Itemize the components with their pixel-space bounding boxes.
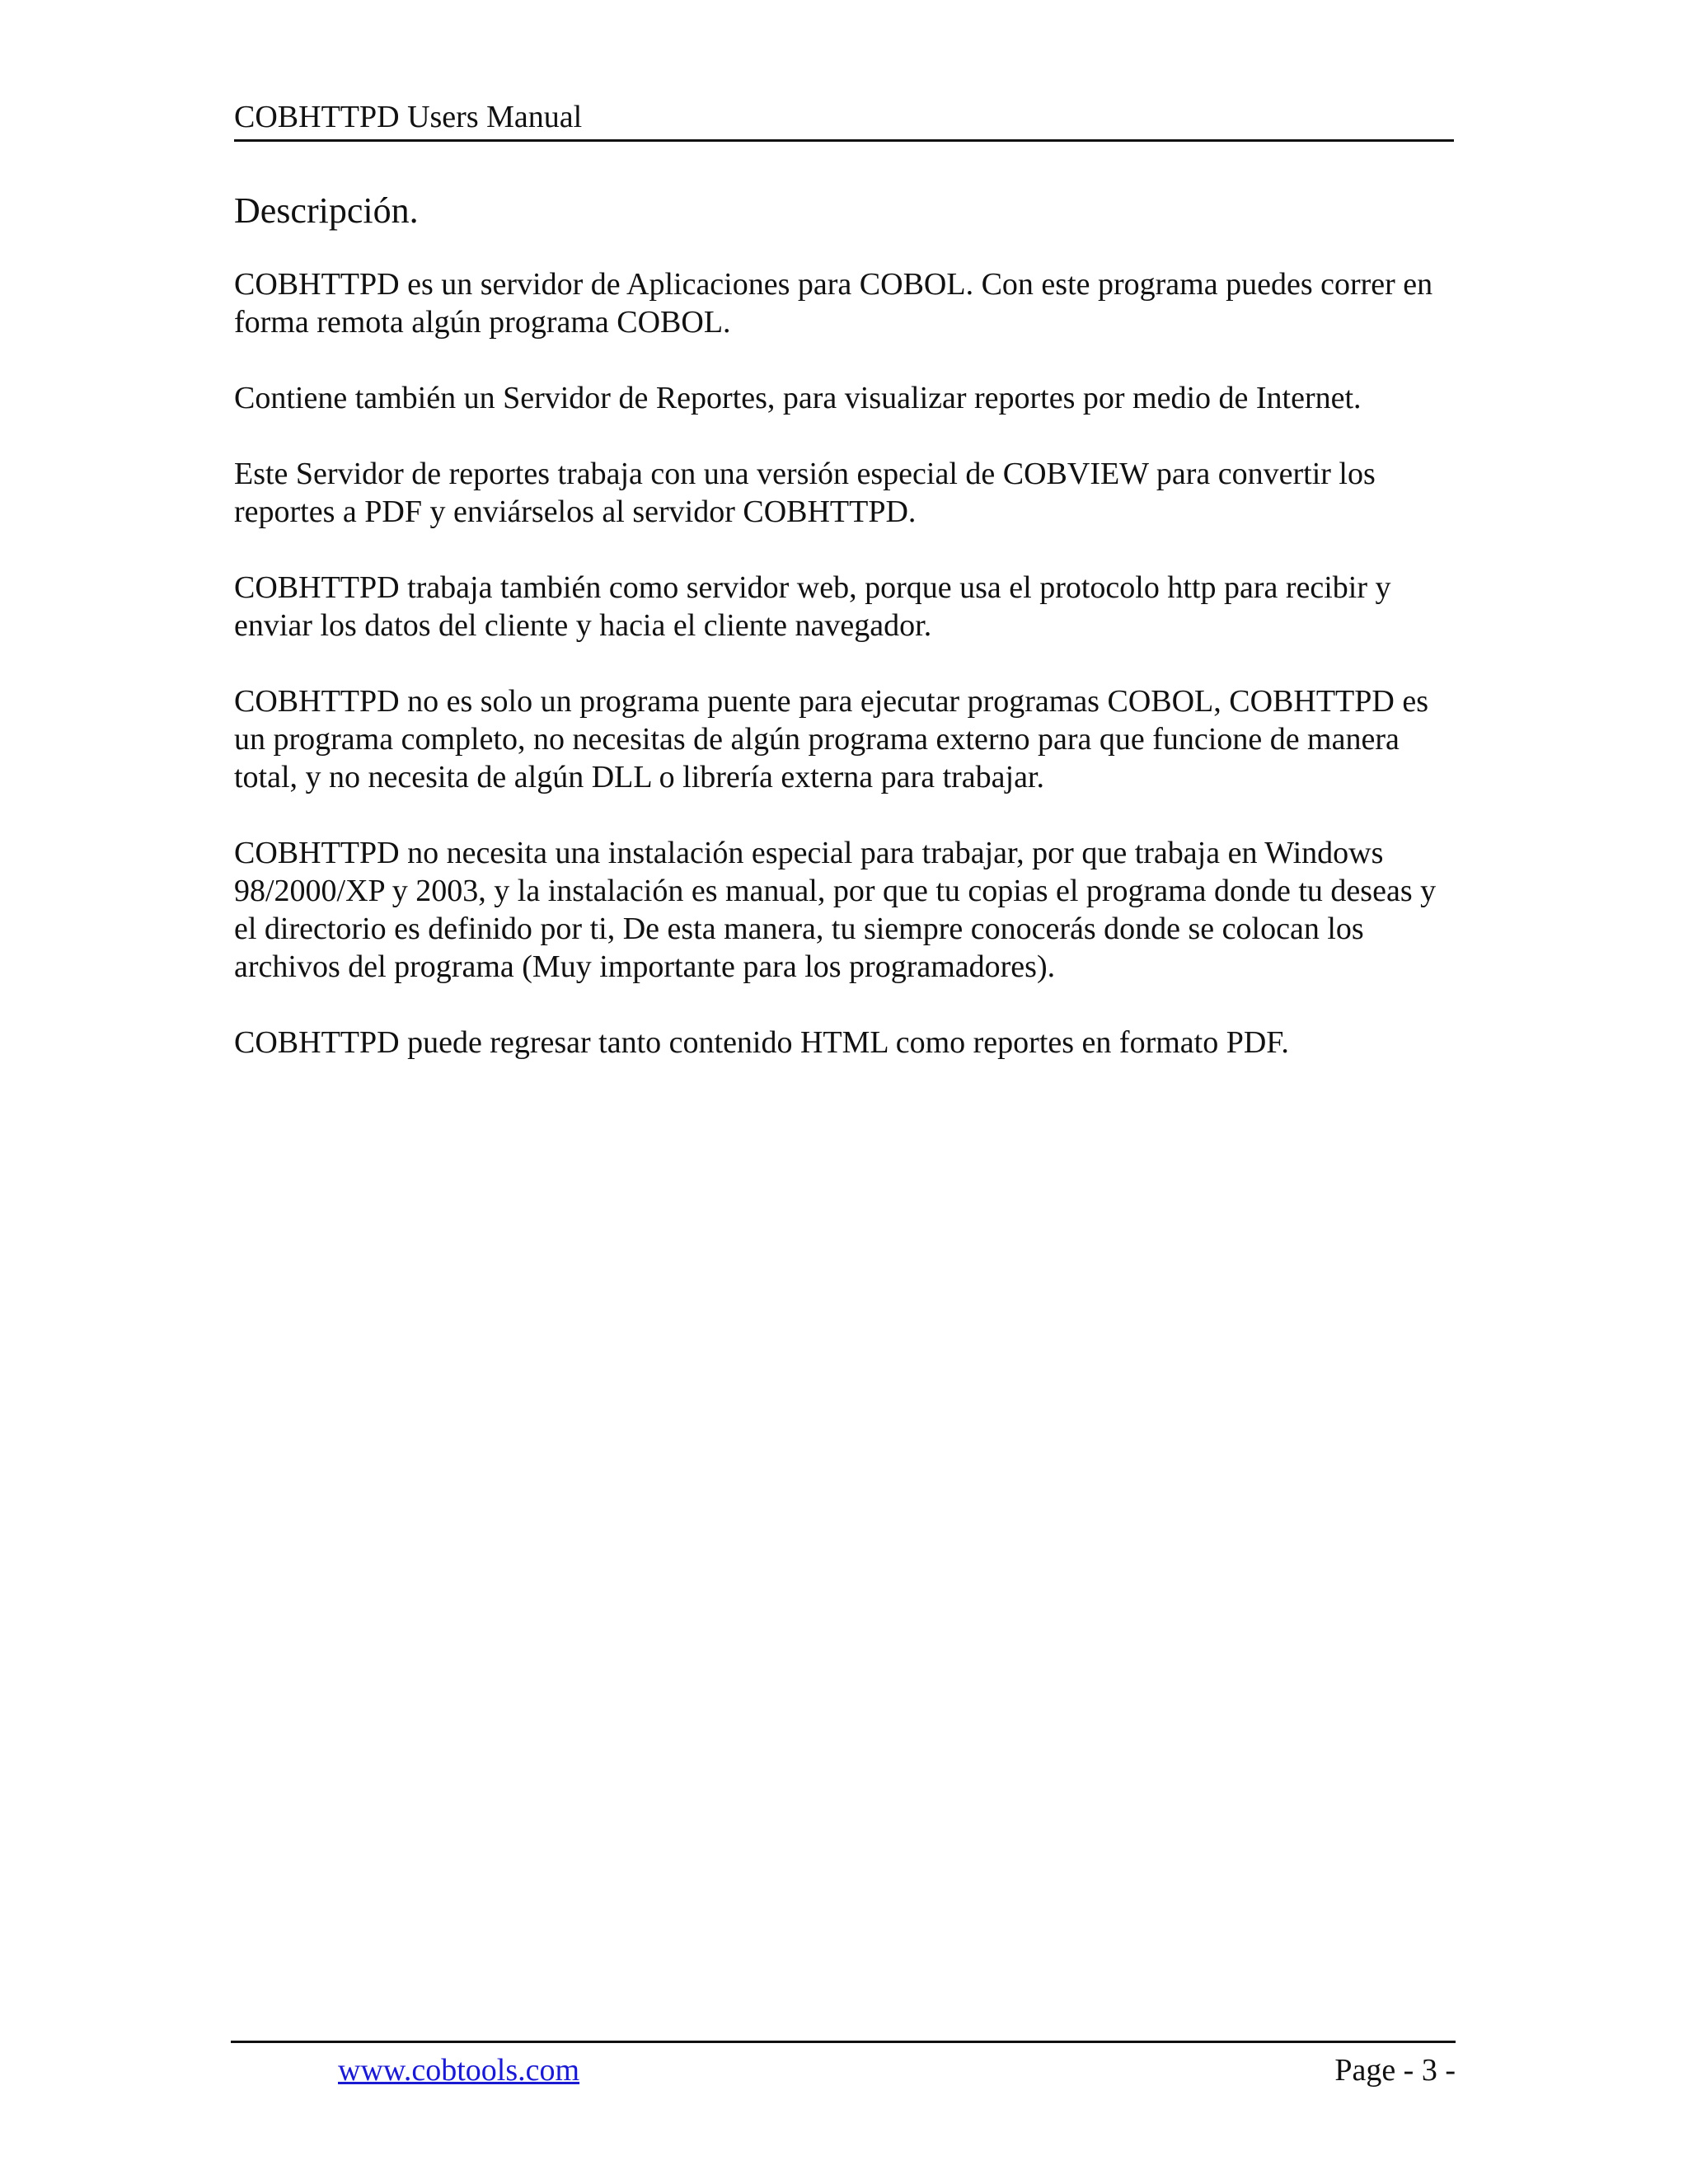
paragraph-2: Contiene también un Servidor de Reportes, para visualizar reportes por medio de Internet. [234, 381, 1362, 415]
paragraph-7: COBHTTPD puede regresar tanto contenido HTML como reportes en formato PDF. [234, 1025, 1289, 1060]
paragraph-5: COBHTTPD no es solo un programa puente para ejecutar programas COBOL, COBHTTPD es un programa completo, no necesitas de algún programa externo para que funcione de manera total, y no necesita de algún DLL o librería externa para trabajar. [234, 684, 1428, 794]
paragraph-4: COBHTTPD trabaja también como servidor web, porque usa el protocolo http para recibir y enviar los datos del cliente y hacia el cliente navegador. [234, 570, 1391, 643]
header-title: COBHTTPD Users Manual [234, 100, 583, 134]
section-heading: Descripción. [234, 190, 419, 231]
website-link[interactable]: www.cobtools.com [338, 2053, 580, 2088]
paragraph-6: COBHTTPD no necesita una instalación especial para trabajar, por que trabaja en Windows 98/2000/XP y 2003, y la instalación es manual, por que tu copias el programa donde tu deseas y el directorio es definido por ti, De esta manera, tu siempre conocerás donde se colocan los archivos del programa (Muy importante para los programadores). [234, 836, 1437, 984]
paragraph-3: Este Servidor de reportes trabaja con una versión especial de COBVIEW para convertir los reportes a PDF y enviárselos al servidor COBHTTPD. [234, 457, 1376, 529]
page-footer [231, 2041, 1456, 2098]
page-number: Page - 3 - [1334, 2053, 1456, 2088]
page-header [234, 92, 1454, 142]
paragraph-1: COBHTTPD es un servidor de Aplicaciones para COBOL. Con este programa puedes correr en forma remota algún programa COBOL. [234, 267, 1433, 340]
main-content [234, 188, 1462, 1099]
